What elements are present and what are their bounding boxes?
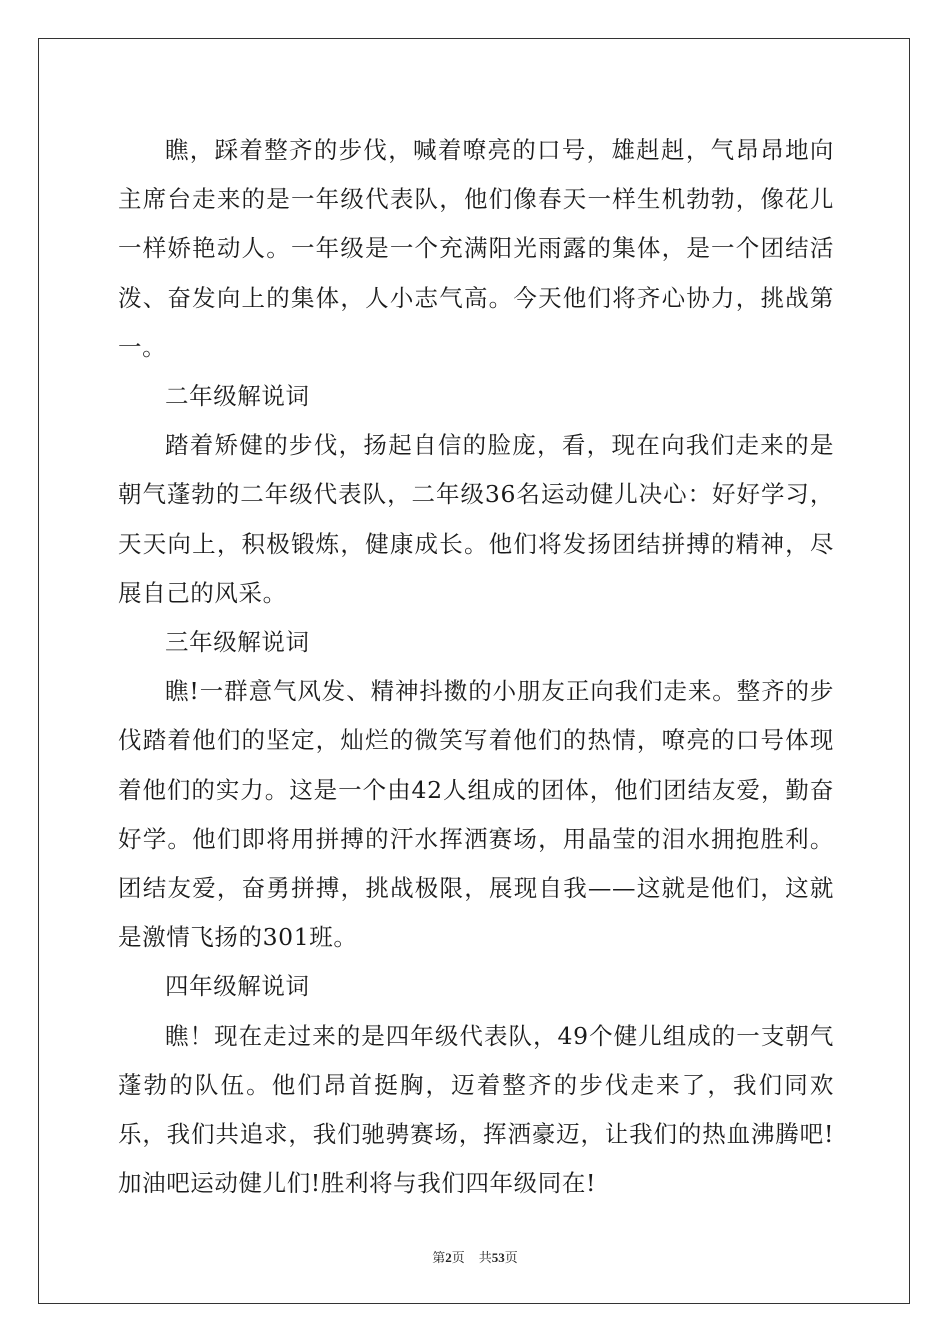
paragraph-grade1-intro: 瞧，踩着整齐的步伐，喊着嘹亮的口号，雄赳赳，气昂昂地向主席台走来的是一年级代表队，他们像春天一样生机勃勃，像花儿一样娇艳动人。一年级是一个充满阳光雨露的集体，是一个团结活泼、奋发向上的集体，人小志气高。今天他们将齐心协力，挑战第一。 (118, 136, 834, 361)
page-current: 2 (445, 1250, 452, 1265)
heading-grade4: 四年级解说词 (165, 972, 310, 1001)
heading-grade3: 三年级解说词 (165, 628, 310, 657)
paragraph-grade3: 瞧!一群意气风发、精神抖擞的小朋友正向我们走来。整齐的步伐踏着他们的坚定，灿烂的微笑写着他们的热情，嘹亮的口号体现着他们的实力。这是一个由42人组成的团体，他们团结友爱，勤奋好学。他们即将用拼搏的汗水挥洒赛场，用晶莹的泪水拥抱胜利。团结友爱，奋勇拼搏，挑战极限，展现自我——这就是他们，这就是激情飞扬的301班。 (118, 677, 834, 952)
total-unit: 页 (504, 1251, 518, 1266)
page-prefix: 第 (432, 1251, 446, 1266)
document-body (118, 126, 834, 1208)
page-footer (0, 1247, 950, 1266)
paragraph-grade2: 踏着矫健的步伐，扬起自信的脸庞，看，现在向我们走来的是朝气蓬勃的二年级代表队，二年级36名运动健儿决心：好好学习，天天向上，积极锻炼，健康成长。他们将发扬团结拼搏的精神，尽展自己的风采。 (118, 431, 834, 607)
paragraph-grade4: 瞧！现在走过来的是四年级代表队，49个健儿组成的一支朝气蓬勃的队伍。他们昂首挺胸，迈着整齐的步伐走来了，我们同欢乐，我们共追求，我们驰骋赛场，挥洒豪迈，让我们的热血沸腾吧!加油吧运动健儿们!胜利将与我们四年级同在! (118, 1021, 834, 1198)
heading-grade2: 二年级解说词 (165, 382, 310, 411)
page-unit: 页 (451, 1251, 465, 1266)
total-prefix: 共 (478, 1251, 492, 1266)
page-total: 53 (491, 1250, 505, 1265)
